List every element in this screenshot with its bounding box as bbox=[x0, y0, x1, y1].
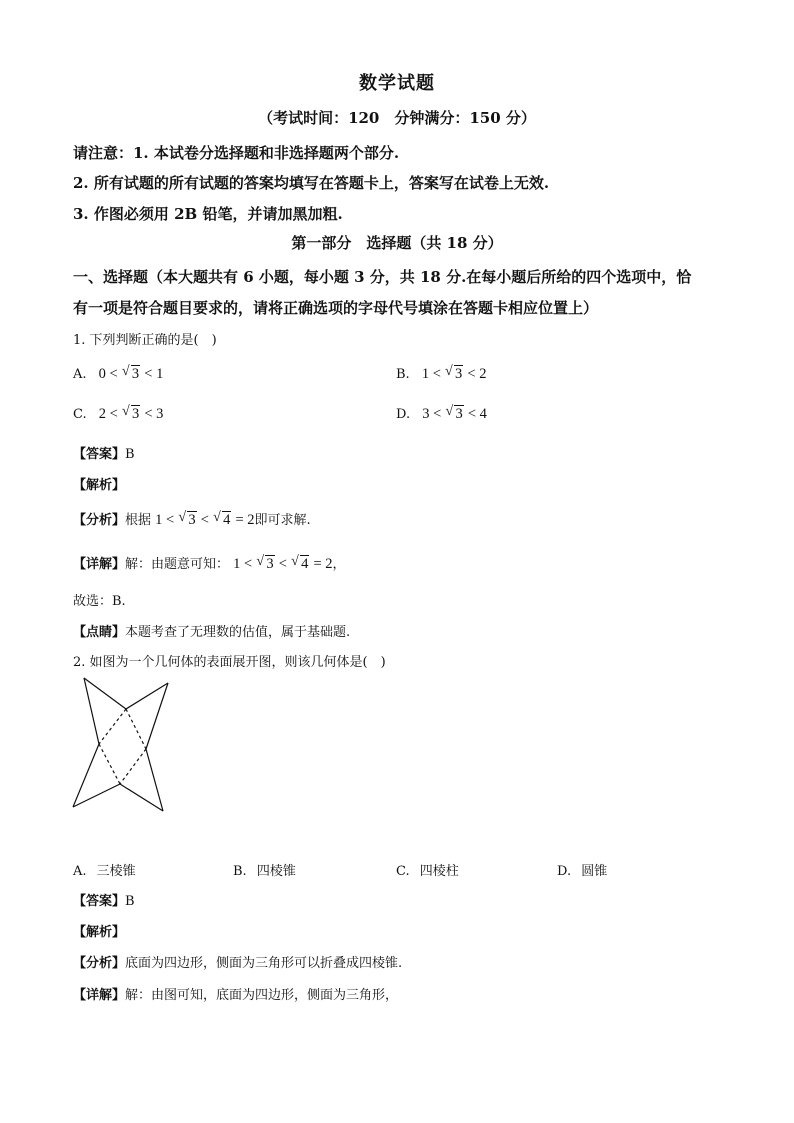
option-text: 四棱锥 bbox=[256, 864, 296, 879]
option-letter: B. bbox=[396, 367, 410, 382]
option-letter: A. bbox=[73, 864, 87, 879]
answer-value: B bbox=[125, 894, 135, 909]
answer-tag: 【答案】 bbox=[73, 894, 126, 909]
net-diagram bbox=[68, 672, 178, 817]
radicand: 4 bbox=[223, 512, 231, 528]
fenxi-tag: 【分析】 bbox=[73, 956, 126, 971]
option-text: 三棱锥 bbox=[96, 864, 136, 879]
option-letter: C. bbox=[396, 864, 410, 879]
fold-line bbox=[99, 744, 120, 784]
fenxi-math: = 2 bbox=[235, 512, 255, 528]
option-letter: D. bbox=[557, 864, 572, 879]
radicand: 3 bbox=[131, 366, 140, 382]
notice-line-3: 3. 作图必须用 2B 铅笔，并请加黑加粗. bbox=[73, 205, 343, 223]
q1-option-b bbox=[396, 366, 486, 383]
fenxi-text: 即可求解. bbox=[254, 513, 311, 528]
section-title: 第一部分 选择题（共 18 分） bbox=[291, 234, 503, 252]
q2-stem: 2. 如图为一个几何体的表面展开图，则该几何体是( ) bbox=[73, 655, 386, 670]
detail-math: = 2 bbox=[313, 556, 333, 572]
radicand: 3 bbox=[455, 366, 463, 382]
sqrt-expression: √ 3 bbox=[121, 404, 140, 422]
detail-text: 解：由图可知，底面为四边形，侧面为三角形， bbox=[125, 988, 399, 1003]
radicand: 3 bbox=[131, 406, 140, 422]
option-math: < 2 bbox=[467, 366, 487, 382]
fold-line bbox=[99, 709, 126, 744]
notice-line-1: 请注意：1. 本试卷分选择题和非选择题两个部分. bbox=[73, 144, 400, 162]
q1-fenxi bbox=[73, 509, 311, 529]
detail-math: 1 < bbox=[233, 556, 253, 572]
option-letter: D. bbox=[396, 407, 411, 422]
q1-choose: 故选：B. bbox=[73, 594, 126, 609]
sqrt-expression: √ 3 bbox=[178, 510, 196, 528]
fenxi-tag: 【分析】 bbox=[73, 513, 126, 528]
q2-analysis-tag: 【解析】 bbox=[73, 925, 126, 940]
net-edge bbox=[126, 683, 168, 709]
q2-detail bbox=[73, 984, 398, 1003]
option-math: 1 < bbox=[421, 366, 441, 382]
page-title: 数学试题 bbox=[359, 73, 435, 94]
section-instruction-2: 有一项是符合题目要求的，请将正确选项的字母代号填涂在答题卡相应位置上） bbox=[73, 299, 599, 317]
fold-line bbox=[120, 749, 146, 784]
sqrt-expression: √ 3 bbox=[256, 554, 274, 572]
option-letter: C. bbox=[73, 407, 87, 422]
dianjing-text: 本题考查了无理数的估值，属于基础题. bbox=[125, 625, 351, 640]
section-instruction-1: 一、选择题（本大题共有 6 小题，每小题 3 分，共 18 分.在每小题后所给的四个选项中，恰 bbox=[73, 268, 692, 286]
option-math: 0 < bbox=[98, 366, 118, 382]
q2-option-d bbox=[557, 860, 607, 879]
sqrt-expression: √ 3 bbox=[445, 404, 463, 422]
net-edge bbox=[73, 784, 120, 807]
option-letter: A. bbox=[73, 367, 87, 382]
option-math: < 3 bbox=[144, 406, 164, 422]
fold-line bbox=[126, 709, 146, 749]
sqrt-expression: √ 4 bbox=[291, 554, 309, 572]
option-math: 2 < bbox=[98, 406, 118, 422]
detail-text: ， bbox=[332, 557, 346, 572]
q1-option-d bbox=[396, 406, 487, 423]
q1-option-c bbox=[73, 406, 163, 423]
answer-value: B bbox=[125, 447, 135, 462]
fenxi-text: 底面为四边形，侧面为三角形可以折叠成四棱锥. bbox=[125, 956, 403, 971]
q1-stem: 1. 下列判断正确的是( ) bbox=[73, 333, 217, 348]
radicand: 3 bbox=[266, 556, 274, 572]
option-text: 四棱柱 bbox=[419, 864, 459, 879]
radicand: 4 bbox=[301, 556, 309, 572]
q1-analysis-tag: 【解析】 bbox=[73, 478, 126, 493]
sqrt-expression: √ 4 bbox=[213, 510, 231, 528]
option-text: 圆锥 bbox=[581, 864, 608, 879]
q1-detail bbox=[73, 553, 346, 573]
q2-answer bbox=[73, 890, 135, 909]
notice-line-2: 2. 所有试题的所有试题的答案均填写在答题卡上，答案写在试卷上无效. bbox=[73, 174, 550, 192]
fenxi-text: 根据 bbox=[125, 513, 152, 528]
q1-answer bbox=[73, 443, 135, 462]
sqrt-expression: √ 3 bbox=[121, 364, 140, 382]
q2-fenxi bbox=[73, 952, 402, 971]
answer-tag: 【答案】 bbox=[73, 447, 126, 462]
option-math: < 4 bbox=[467, 406, 487, 422]
q2-option-a bbox=[73, 860, 136, 879]
q1-dianjing bbox=[73, 621, 350, 640]
fenxi-math: < bbox=[200, 512, 209, 528]
q2-option-c bbox=[396, 860, 459, 879]
detail-text: 解：由题意可知： bbox=[125, 557, 230, 572]
sqrt-expression: √ 3 bbox=[445, 364, 463, 382]
net-edge bbox=[73, 744, 99, 807]
detail-tag: 【详解】 bbox=[73, 557, 126, 572]
net-edge bbox=[146, 683, 168, 749]
q2-option-b bbox=[233, 860, 296, 879]
option-math: 3 < bbox=[422, 406, 442, 422]
option-math: < 1 bbox=[144, 366, 164, 382]
fenxi-math: 1 < bbox=[155, 512, 175, 528]
radicand: 3 bbox=[188, 512, 196, 528]
detail-math: < bbox=[278, 556, 287, 572]
option-letter: B. bbox=[233, 864, 247, 879]
dianjing-tag: 【点睛】 bbox=[73, 625, 126, 640]
exam-info: （考试时间：120 分钟满分：150 分） bbox=[258, 109, 536, 127]
q1-option-a bbox=[73, 366, 163, 383]
detail-tag: 【详解】 bbox=[73, 988, 126, 1003]
radicand: 3 bbox=[455, 406, 463, 422]
